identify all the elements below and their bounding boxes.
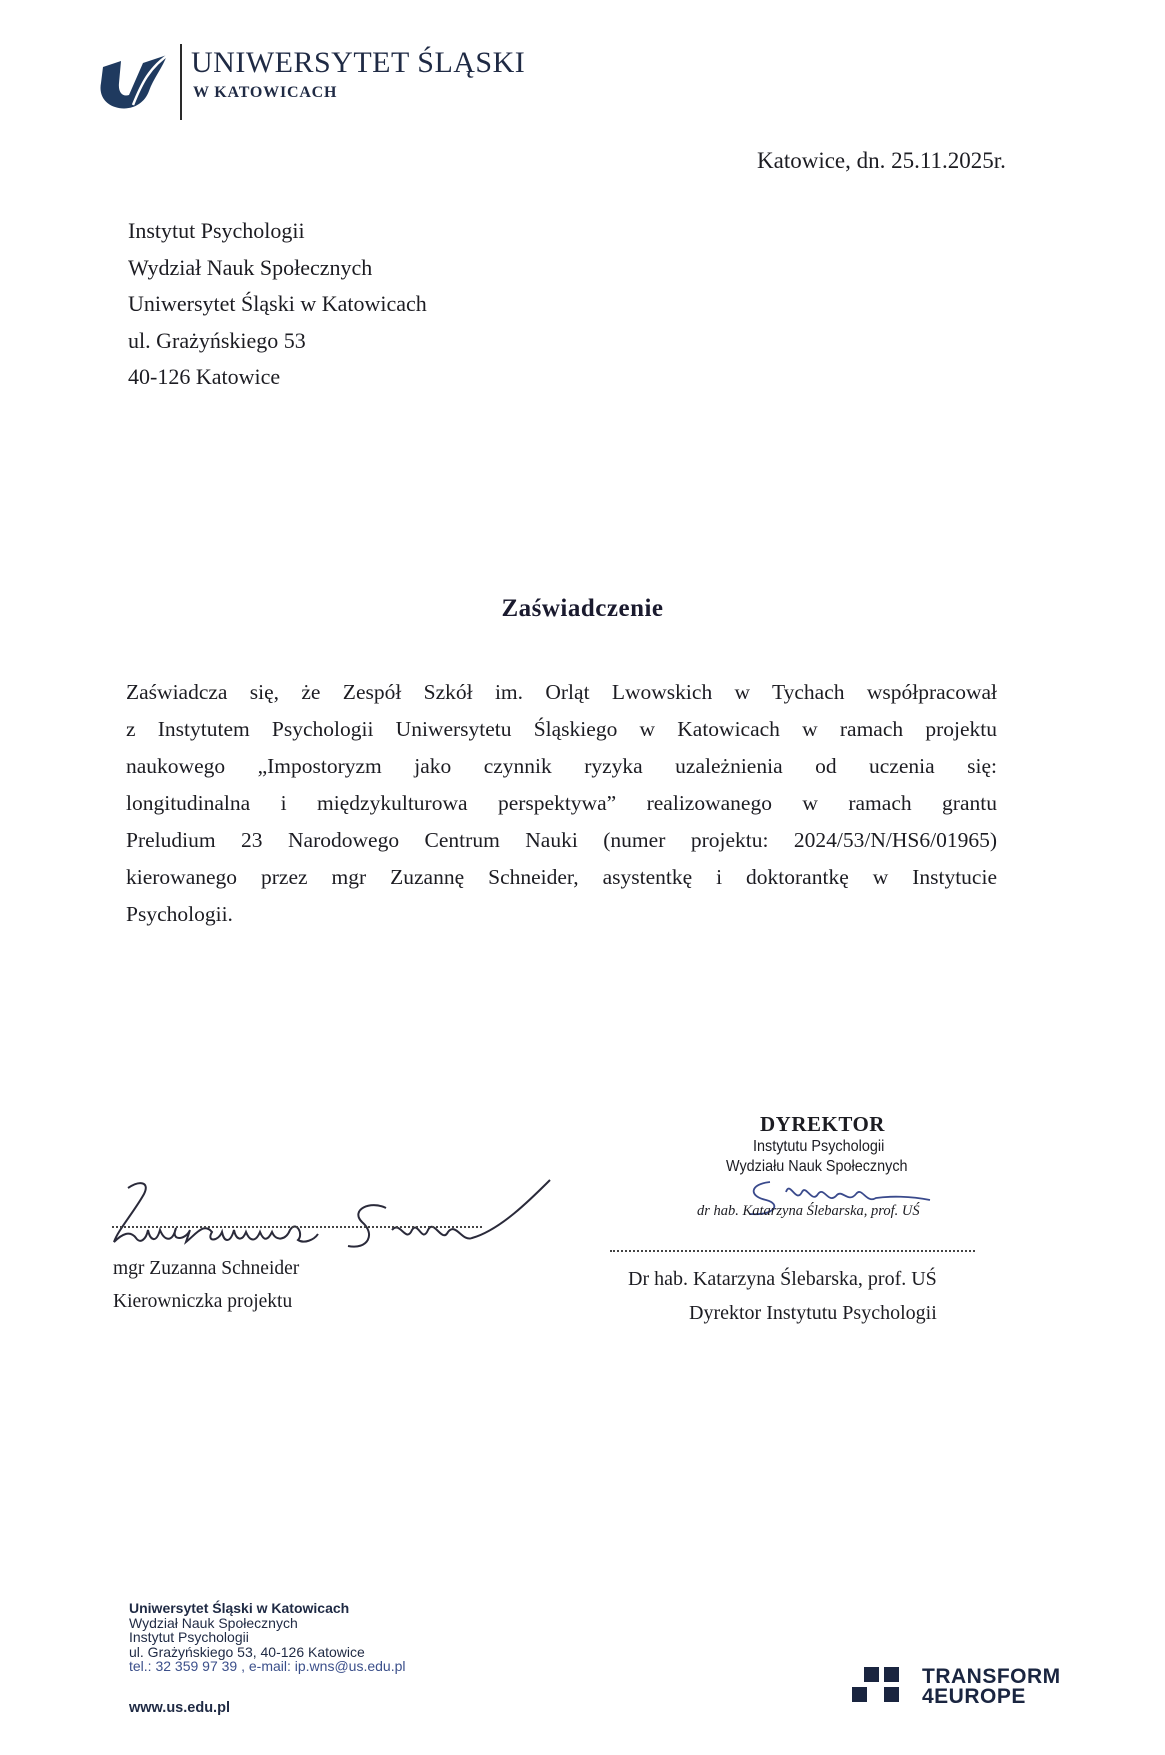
stamp-line: Wydziału Nauk Społecznych bbox=[726, 1158, 908, 1175]
stamp-title: DYREKTOR bbox=[760, 1112, 885, 1136]
body-line: kierowanego przez mgr Zuzannę Schneider, asystentkę i doktorantkę w Instytucie bbox=[126, 865, 997, 889]
transform4europe-squares-icon bbox=[852, 1665, 907, 1705]
footer-line: ul. Grażyńskiego 53, 40-126 Katowice bbox=[129, 1643, 365, 1660]
address-line: Wydział Nauk Społecznych bbox=[128, 254, 373, 280]
handwritten-signature-left bbox=[100, 1160, 640, 1260]
document-date: Katowice, dn. 25.11.2025r. bbox=[757, 148, 1006, 173]
signer-role-left: Kierowniczka projektu bbox=[113, 1291, 293, 1312]
address-line: 40-126 Katowice bbox=[128, 364, 281, 389]
address-line: Instytut Psychologii bbox=[128, 218, 305, 243]
footer-website-link[interactable]: www.us.edu.pl bbox=[129, 1700, 230, 1716]
certificate-body bbox=[126, 674, 997, 933]
body-line: longitudinalna i międzykulturowa perspektywa” realizowanego w ramach grantu bbox=[126, 791, 997, 815]
signer-role-right: Dyrektor Instytutu Psychologii bbox=[689, 1302, 937, 1324]
logo-divider bbox=[180, 44, 182, 120]
signer-name-left: mgr Zuzanna Schneider bbox=[113, 1258, 300, 1279]
recipient-address bbox=[128, 213, 427, 396]
university-name: UNIWERSYTET ŚLĄSKI bbox=[191, 46, 526, 79]
footer-contact: tel.: 32 359 97 39 , e-mail: ip.wns@us.edu.pl bbox=[129, 1658, 406, 1674]
body-line: Preludium 23 Narodowego Centrum Nauki (numer projektu: 2024/53/N/HS6/01965) bbox=[126, 828, 997, 852]
body-line: z Instytutem Psychologii Uniwersytetu Śląskiego w Katowicach w ramach projektu bbox=[126, 717, 997, 741]
university-city: W KATOWICACH bbox=[193, 84, 338, 101]
document-title: Zaświadczenie bbox=[501, 595, 664, 622]
footer-address bbox=[129, 1601, 405, 1674]
partner-logo-line: 4EUROPE bbox=[922, 1685, 1026, 1708]
footer-line: Instytut Psychologii bbox=[129, 1629, 249, 1645]
signer-name-right: Dr hab. Katarzyna Ślebarska, prof. UŚ bbox=[628, 1268, 937, 1290]
signature-line-left bbox=[112, 1226, 482, 1228]
partner-logo-line: TRANSFORM bbox=[922, 1665, 1061, 1688]
body-line: naukowego „Impostoryzm jako czynnik ryzyka uzależnienia od uczenia się: bbox=[126, 754, 997, 778]
stamp-line: Instytutu Psychologii bbox=[753, 1138, 885, 1155]
transform4europe-logo bbox=[922, 1667, 1061, 1707]
body-line: Psychologii. bbox=[126, 902, 233, 926]
stamp-name: dr hab. Katarzyna Ślebarska, prof. UŚ bbox=[697, 1203, 920, 1219]
footer-line: Wydział Nauk Społecznych bbox=[129, 1614, 298, 1631]
university-logo-icon bbox=[97, 45, 177, 113]
footer-line: Uniwersytet Śląski w Katowicach bbox=[129, 1600, 350, 1616]
address-line: ul. Grażyńskiego 53 bbox=[128, 327, 306, 353]
address-line: Uniwersytet Śląski w Katowicach bbox=[128, 291, 427, 316]
signature-line-right bbox=[610, 1250, 975, 1252]
body-line: Zaświadcza się, że Zespół Szkół im. Orląt Lwowskich w Tychach współpracował bbox=[126, 680, 997, 704]
